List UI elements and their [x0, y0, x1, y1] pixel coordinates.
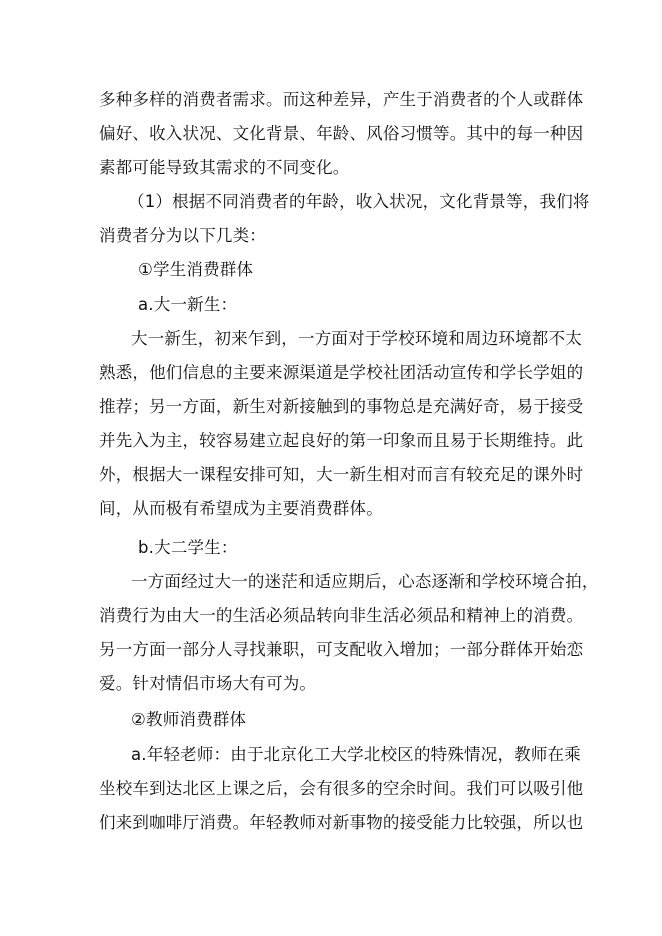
item-heading: b.大二学生：	[138, 538, 238, 557]
paragraph-line: 并先入为主，较容易建立起良好的第一印象而且易于长期维持。此	[99, 431, 584, 450]
paragraph-line: a.年轻老师：由于北京化工大学北校区的特殊情况，教师在乘	[131, 745, 581, 764]
section-heading-line: （1）根据不同消费者的年龄，收入状况，文化背景等，我们将	[128, 192, 590, 211]
paragraph-line: 爱。针对情侣市场大有可为。	[99, 674, 317, 693]
paragraph-line: 间，从而极有希望成为主要消费群体。	[99, 499, 383, 518]
paragraph-line: 熟悉，他们信息的主要来源渠道是学校社团活动宣传和学长学姐的	[99, 363, 584, 382]
section-heading-line: 消费者分为以下几类：	[99, 226, 266, 245]
paragraph-line: 一方面经过大一的迷茫和适应期后，心态逐渐和学校环境合拍，	[131, 572, 599, 591]
paragraph-line: 偏好、收入状况、文化背景、年龄、风俗习惯等。其中的每一种因	[99, 124, 584, 143]
paragraph-line: 大一新生，初来乍到，一方面对于学校环境和周边环境都不太	[131, 329, 582, 348]
paragraph-line: 另一方面一部分人寻找兼职，可支配收入增加；一部分群体开始恋	[99, 640, 584, 659]
paragraph-line: 消费行为由大一的生活必须品转向非生活必须品和精神上的消费。	[99, 606, 584, 625]
paragraph-line: 推荐；另一方面，新生对新接触到的事物总是充满好奇，易于接受	[99, 397, 584, 416]
subsection-heading: ①学生消费群体	[138, 260, 254, 279]
subsection-heading: ②教师消费群体	[131, 710, 247, 729]
paragraph-line: 们来到咖啡厅消费。年轻教师对新事物的接受能力比较强，所以也	[99, 813, 584, 832]
paragraph-line: 坐校车到达北区上课之后，会有很多的空余时间。我们可以吸引他	[99, 779, 584, 798]
paragraph-line: 多种多样的消费者需求。而这种差异，产生于消费者的个人或群体	[99, 90, 584, 109]
paragraph-line: 外，根据大一课程安排可知，大一新生相对而言有较充足的课外时	[99, 465, 584, 484]
item-heading: a.大一新生：	[138, 295, 238, 314]
paragraph-line: 素都可能导致其需求的不同变化。	[99, 158, 350, 177]
